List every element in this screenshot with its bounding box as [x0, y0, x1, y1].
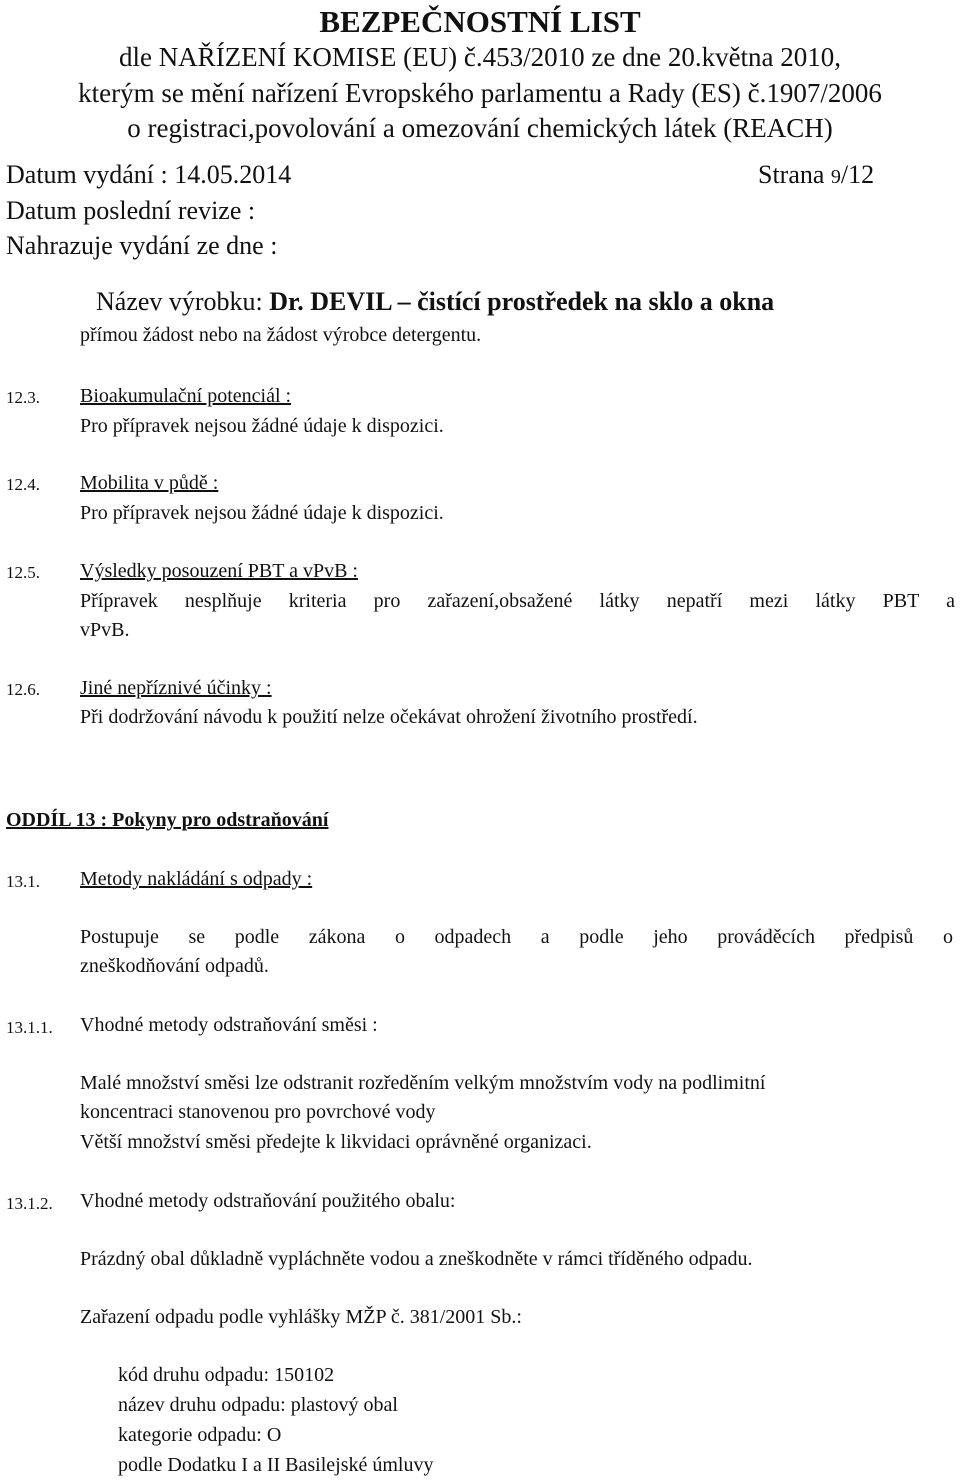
waste-category: kategorie odpadu: O [118, 1424, 282, 1446]
product-line [96, 287, 774, 317]
section-text: zneškodňování odpadů. [80, 955, 269, 977]
section-number: 13.1.1. [6, 1018, 53, 1037]
regulation-line-2: kterým se mění nařízení Evropského parlamentu a Rady (ES) č.1907/2006 [78, 78, 882, 108]
document-title: BEZPEČNOSTNÍ LIST [319, 4, 641, 39]
page-indicator [758, 160, 874, 190]
section-text: Pro přípravek nejsou žádné údaje k dispozici. [80, 502, 444, 524]
section-number: 13.1. [6, 872, 40, 891]
section-heading: Vhodné metody odstraňování směsi : [80, 1014, 378, 1036]
section-number: 12.6. [6, 680, 40, 699]
waste-basel: podle Dodatku I a II Basilejské úmluvy [118, 1454, 434, 1476]
product-name: Dr. DEVIL – čistící prostředek na sklo a okna [269, 287, 775, 316]
section-text: koncentraci stanovenou pro povrchové vody [80, 1101, 436, 1123]
page-total: /12 [840, 160, 875, 189]
section-text: Při dodržování návodu k použití nelze očekávat ohrožení životního prostředí. [80, 706, 698, 728]
section-text: Prázdný obal důkladně vypláchněte vodou a zneškodněte v rámci tříděného odpadu. [80, 1248, 753, 1270]
section-heading: Jiné nepříznivé účinky : [80, 677, 272, 699]
intro-text: přímou žádost nebo na žádost výrobce detergentu. [80, 324, 482, 346]
section-heading: Bioakumulační potenciál : [80, 385, 292, 407]
section-text: Postupuje se podle zákona o odpadech a podle jeho prováděcích předpisů o [80, 926, 953, 948]
section-text: Přípravek nesplňuje kriteria pro zařazení,obsažené látky nepatří mezi látky PBT a [80, 590, 955, 612]
waste-code: kód druhu odpadu: 150102 [118, 1364, 335, 1386]
page-label: Strana [758, 160, 825, 189]
section-heading: Mobilita v půdě : [80, 472, 219, 494]
page-current: 9 [830, 166, 841, 188]
replaces-edition: Nahrazuje vydání ze dne : [6, 231, 278, 260]
waste-name: název druhu odpadu: plastový obal [118, 1394, 398, 1416]
revision-date: Datum poslední revize : [6, 196, 256, 225]
section-number: 13.1.2. [6, 1194, 53, 1213]
regulation-line-1: dle NAŘÍZENÍ KOMISE (EU) č.453/2010 ze dne 20.května 2010, [118, 42, 842, 72]
section-heading: Vhodné metody odstraňování použitého obalu: [80, 1190, 456, 1212]
section-text: Pro přípravek nejsou žádné údaje k dispozici. [80, 415, 444, 437]
section-number: 12.3. [6, 388, 40, 407]
product-label: Název výrobku: [96, 287, 263, 316]
section-number: 12.4. [6, 475, 40, 494]
section-heading: Výsledky posouzení PBT a vPvB : [80, 560, 358, 582]
section-13-title: ODDÍL 13 : Pokyny pro odstraňování [6, 809, 329, 831]
section-text: Malé množství směsi lze odstranit rozředěním velkým množstvím vody na podlimitní [80, 1072, 766, 1094]
section-text: vPvB. [80, 619, 130, 641]
section-text: Větší množství směsi předejte k likvidaci oprávněné organizaci. [80, 1131, 592, 1153]
section-text: Zařazení odpadu podle vyhlášky MŽP č. 381/2001 Sb.: [80, 1306, 522, 1328]
regulation-line-3: o registraci,povolování a omezování chemických látek (REACH) [127, 113, 833, 143]
issue-date: Datum vydání : 14.05.2014 [6, 160, 292, 189]
section-heading: Metody nakládání s odpady : [80, 868, 313, 890]
section-number: 12.5. [6, 563, 40, 582]
